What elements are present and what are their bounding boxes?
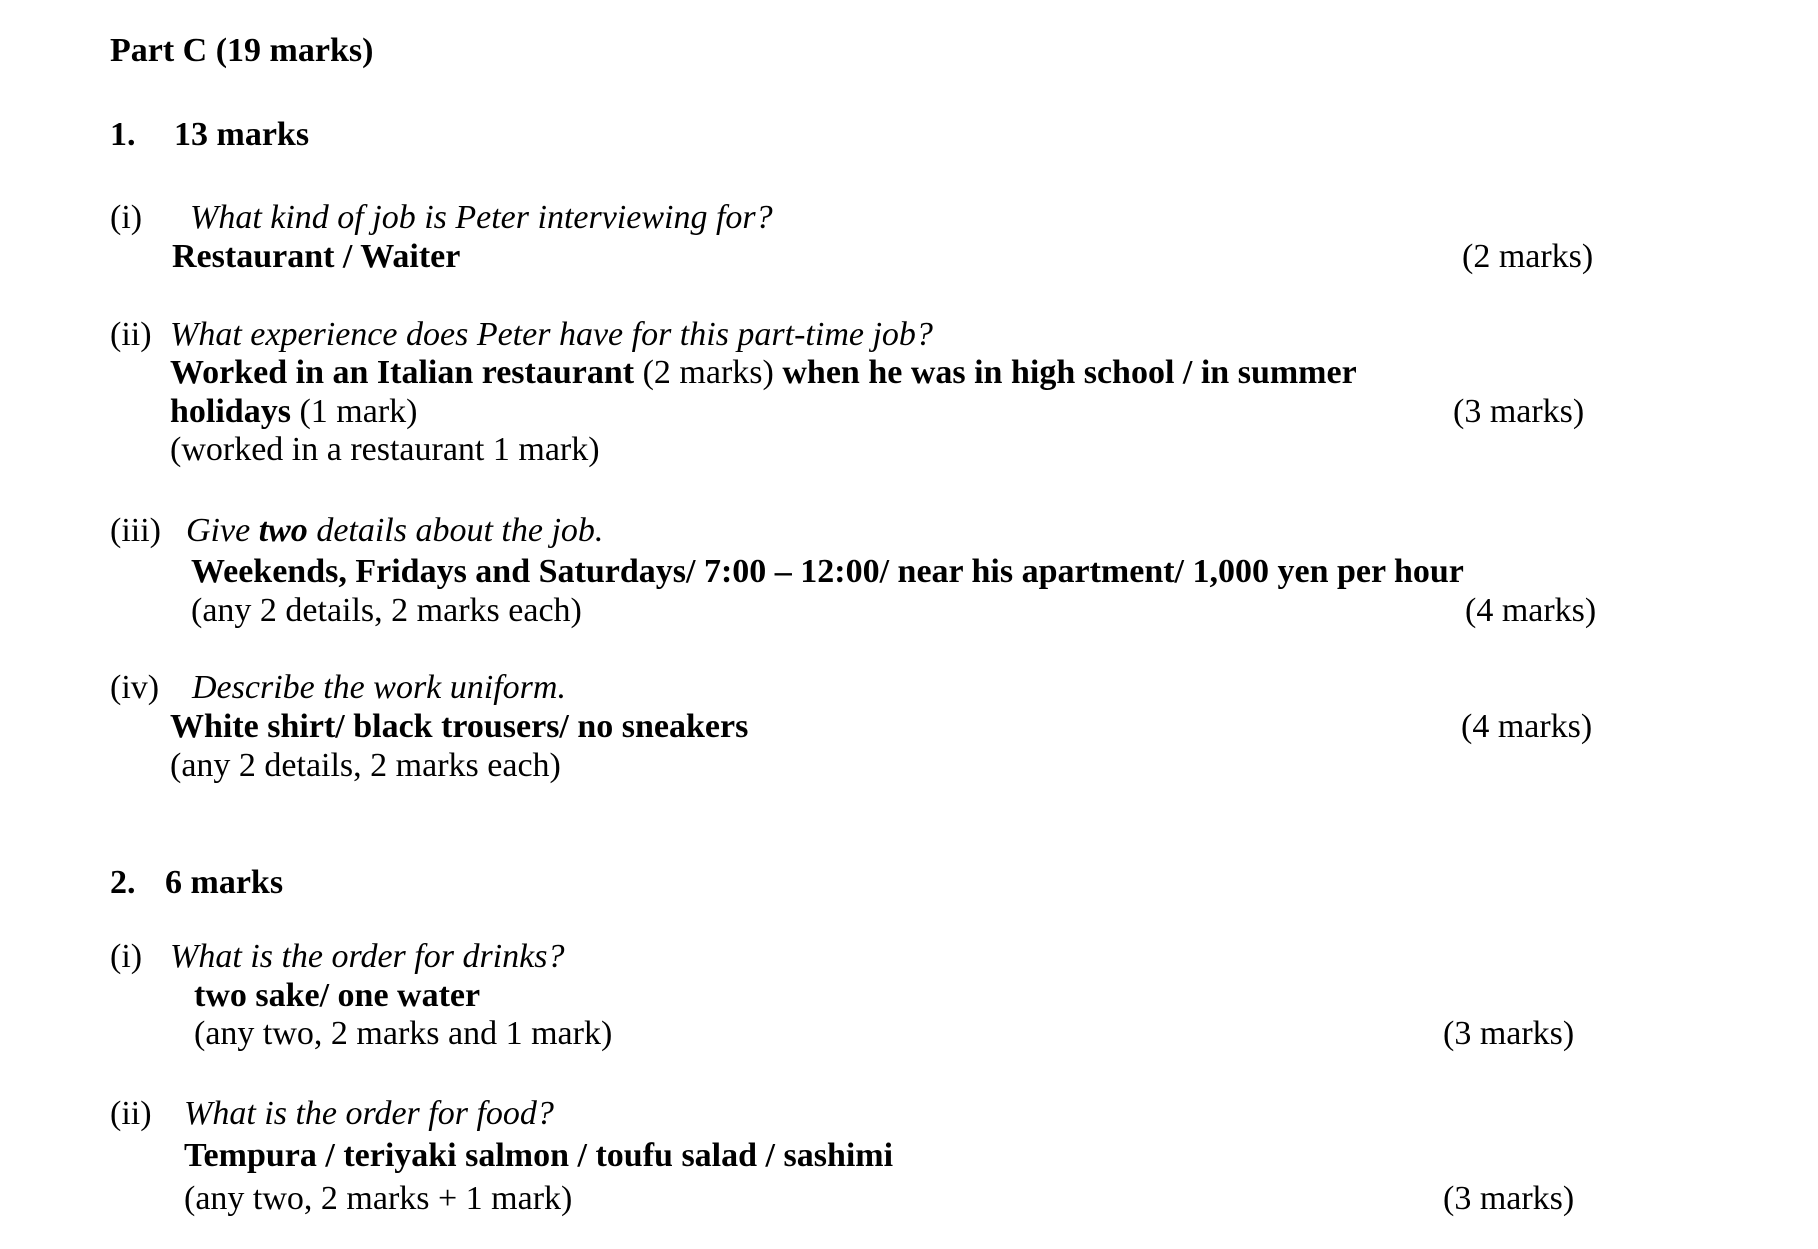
q1-iv-question: Describe the work uniform. [192, 669, 566, 706]
q1-iv-note: (any 2 details, 2 marks each) [170, 747, 561, 784]
q1-iii-question-bold: two [258, 512, 308, 549]
q2-ii-note: (any two, 2 marks + 1 mark) [184, 1180, 573, 1217]
q1-i-label: (i) [110, 199, 143, 236]
q1-i-answer: Restaurant / Waiter [172, 238, 461, 275]
q1-heading: 13 marks [174, 116, 310, 153]
q2-heading: 6 marks [165, 864, 284, 901]
q1-iii-question-post: details about the job. [307, 512, 604, 549]
q2-ii-answer: Tempura / teriyaki salmon / toufu salad / sashimi [184, 1137, 894, 1174]
q1-ii-answer-part3-marks: (1 mark) [290, 393, 418, 430]
q1-ii-answer-part1: Worked in an Italian restaurant [170, 354, 635, 391]
q1-i-marks: (2 marks) [1462, 238, 1594, 275]
q1-iii-question [186, 514, 603, 548]
q2-ii-question: What is the order for food? [184, 1095, 554, 1132]
q2-number: 2. [110, 864, 136, 901]
q1-ii-marks: (3 marks) [1453, 393, 1585, 430]
q1-iv-marks: (4 marks) [1461, 708, 1593, 745]
q2-i-answer: two sake/ one water [194, 977, 481, 1014]
q1-i-question: What kind of job is Peter interviewing for? [190, 199, 773, 236]
q1-ii-label: (ii) [110, 316, 152, 353]
q1-iii-marks: (4 marks) [1465, 592, 1597, 629]
q1-ii-answer-line2 [170, 395, 417, 429]
q2-ii-marks: (3 marks) [1443, 1180, 1575, 1217]
q1-iv-label: (iv) [110, 669, 160, 706]
q1-number: 1. [110, 116, 136, 153]
q1-ii-answer-part1-marks: (2 marks) [634, 354, 783, 391]
q2-ii-label: (ii) [110, 1095, 152, 1132]
q1-ii-answer-part3: holidays [170, 393, 291, 430]
q1-ii-question: What experience does Peter have for this part-time job? [170, 316, 933, 353]
q1-iii-answer: Weekends, Fridays and Saturdays/ 7:00 – 12:00/ near his apartment/ 1,000 yen per hour [191, 553, 1464, 590]
q2-i-marks: (3 marks) [1443, 1015, 1575, 1052]
q2-i-note: (any two, 2 marks and 1 mark) [194, 1015, 613, 1052]
q1-ii-answer-part2: when he was in high school / in summer [782, 354, 1357, 391]
q1-iii-note: (any 2 details, 2 marks each) [191, 592, 582, 629]
q1-iv-answer: White shirt/ black trousers/ no sneakers [170, 708, 749, 745]
q2-i-label: (i) [110, 938, 143, 975]
q1-iii-question-pre: Give [186, 512, 259, 549]
part-title: Part C (19 marks) [110, 32, 374, 69]
q1-ii-note: (worked in a restaurant 1 mark) [170, 431, 600, 468]
q2-i-question: What is the order for drinks? [170, 938, 565, 975]
q1-ii-answer-line1 [170, 356, 1357, 390]
q1-iii-label: (iii) [110, 512, 161, 549]
